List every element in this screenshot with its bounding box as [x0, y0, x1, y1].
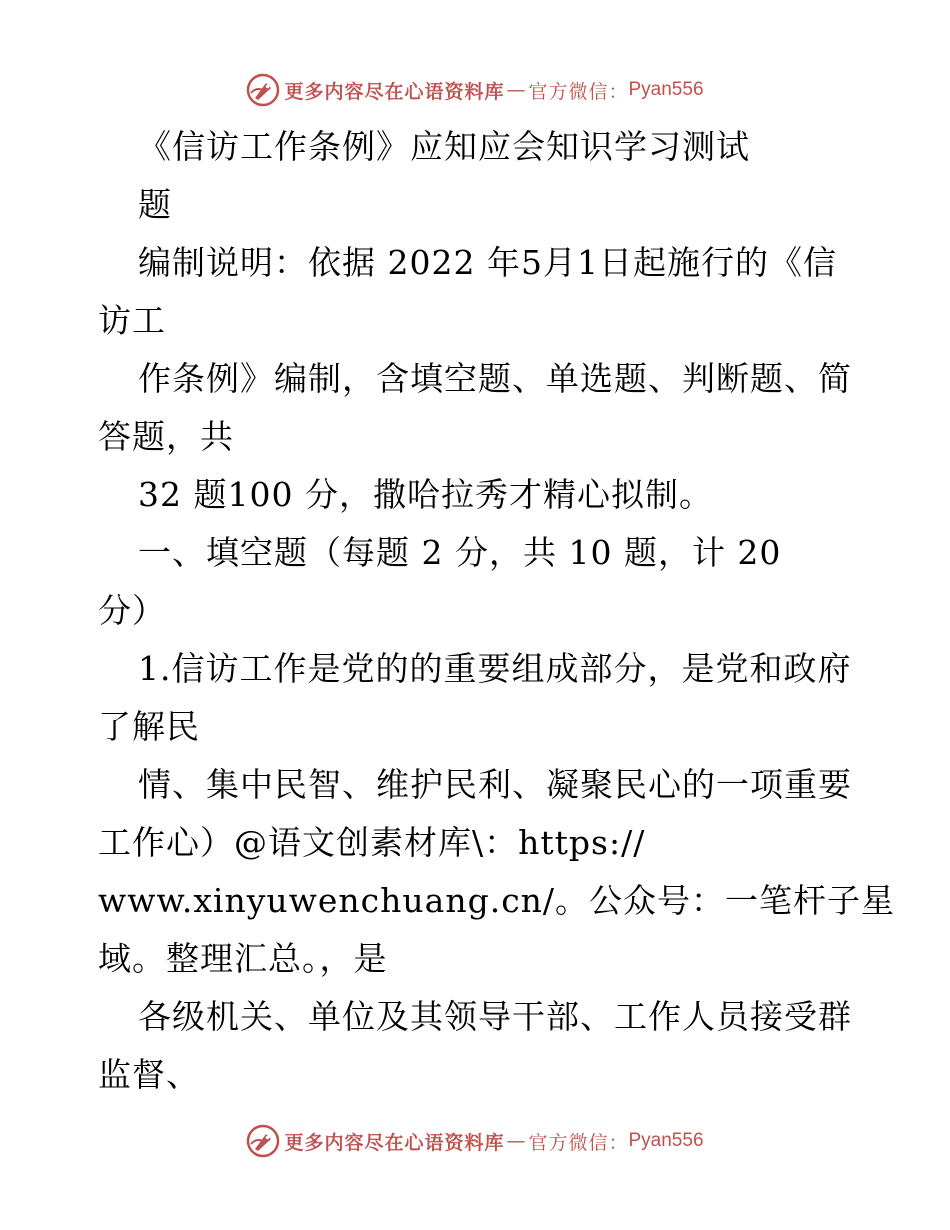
banner-wechat-id: Pyan556 — [628, 1130, 704, 1151]
banner-wechat-label: 官方微信： — [528, 1131, 629, 1154]
doc-paragraph-line: 答题，共 — [98, 417, 234, 456]
section-heading-line: 一、填空题（每题 2 分，共 10 题，计 20 — [138, 533, 782, 572]
banner-wechat-id: Pyan556 — [628, 79, 704, 100]
doc-paragraph-line: 32 题100 分，撒哈拉秀才精心拟制。 — [138, 475, 713, 514]
question-line: 了解民 — [98, 707, 200, 746]
doc-title-line-1: 《信访工作条例》应知应会知识学习测试 — [138, 127, 750, 166]
header-watermark-banner — [0, 70, 950, 110]
question-line: 域。整理汇总。，是 — [98, 939, 388, 978]
doc-paragraph-line: 访工 — [98, 301, 166, 340]
banner-dash: — — [506, 1130, 527, 1152]
doc-paragraph-line: 编制说明：依据 2022 年5月1日起施行的《信 — [138, 243, 837, 282]
question-line: www.xinyuwenchuang.cn/。公众号：一笔杆子星 — [98, 881, 896, 920]
doc-paragraph-line: 作条例》编制，含填空题、单选题、判断题、简 — [138, 359, 852, 398]
question-line: 监督、 — [98, 1055, 200, 1094]
footer-watermark-banner — [0, 1121, 950, 1161]
banner-dash: — — [506, 79, 527, 101]
question-line: 工作心）@语文创素材库\：https:// — [98, 823, 646, 862]
pen-nib-logo-icon — [246, 1124, 280, 1158]
question-line: 各级机关、单位及其领导干部、工作人员接受群 — [138, 997, 852, 1036]
question-line: 情、集中民智、维护民利、凝聚民心的一项重要 — [138, 765, 852, 804]
banner-wechat-label: 官方微信： — [528, 80, 629, 103]
banner-main-text: 更多内容尽在心语资料库 — [284, 80, 505, 103]
section-heading-line: 分） — [98, 591, 166, 630]
banner-main-text: 更多内容尽在心语资料库 — [284, 1131, 505, 1154]
doc-title-line-2: 题 — [138, 185, 172, 224]
pen-nib-logo-icon — [246, 73, 280, 107]
question-line: 1.信访工作是党的的重要组成部分，是党和政府 — [138, 649, 852, 688]
